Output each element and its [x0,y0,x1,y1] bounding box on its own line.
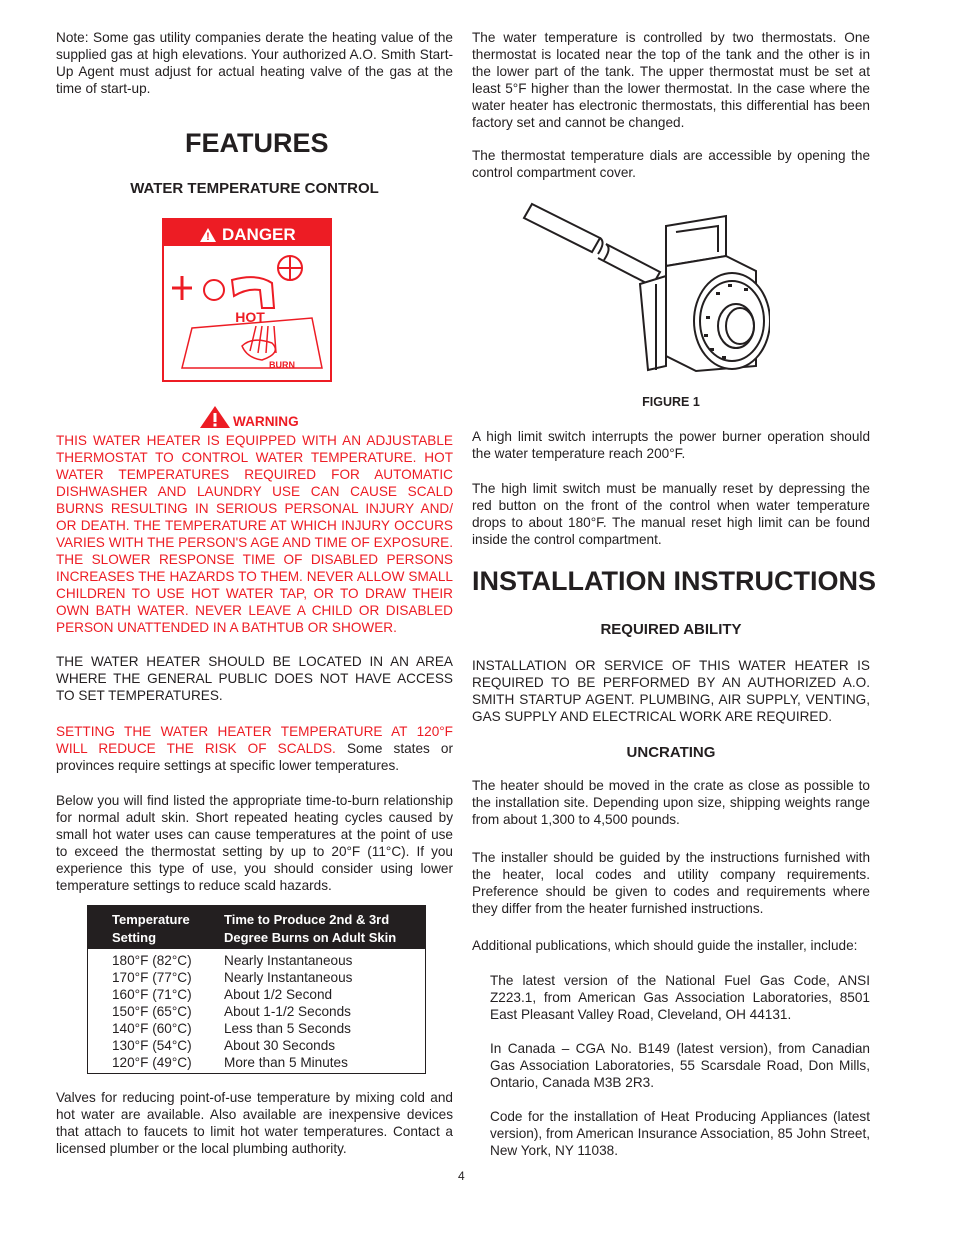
pub1-text: The latest version of the National Fuel Gas Code, ANSI Z223.1, from American Gas Association Laboratories, 8501 East Pleasant Valley Road, Cleveland, OH 44131. [490,973,870,1022]
warning-triangle-icon [199,405,231,429]
table-cell: Less than 5 Seconds [224,1021,351,1036]
col2-header: Time to Produce 2nd & 3rd Degree Burns on Adult Skin [224,912,397,945]
below-text: Below you will find listed the appropriate time-to-burn relationship for normal adult skin. Short repeated heating cycles caused by small hot water uses can cause temperatures at the point of use to exceed the thermostat setting by up to 20°F (11°C). If you experience this type of use, you should consider using lower temperature settings to reduce scald hazards. [56,793,453,893]
additional-paragraph [472,937,870,954]
note-paragraph [56,29,453,97]
installation-title: INSTALLATION INSTRUCTIONS [472,566,876,596]
high-limit-paragraph [472,428,870,462]
burn-table-header [88,906,425,949]
col1-header: Temperature Setting [112,912,190,945]
pub3-text: Code for the installation of Heat Producing Appliances (latest version), from American Insurance Association, 85 John Street, New York, NY 11038. [490,1109,870,1158]
danger-label-illustration [162,218,332,382]
warning-label: WARNING [233,414,299,429]
guided-paragraph [472,849,870,917]
table-cell: 120°F (49°C) [112,1055,192,1070]
required-text: INSTALLATION OR SERVICE OF THIS WATER HEATER IS REQUIRED TO BE PERFORMED BY AN AUTHORIZED A.O. SMITH STARTUP AGENT. PLUMBING, AIR SUPPLY, VENTING, GAS SUPPLY AND ELECTRICAL WORK ARE REQUIRED. [472,658,870,724]
setting-paragraph [56,723,453,774]
uncrating-heading: UNCRATING [626,744,716,761]
hot-text: HOT [235,309,265,325]
time-column [224,952,352,1071]
valves-paragraph [56,1089,453,1157]
note-text: Note: Some gas utility companies derate the heating value of the supplied gas at high elevations. Your authorized A.O. Smith Start-Up Agent must adjust for actual heating valve of the gas at the time of start-up. [56,30,453,96]
reset-paragraph [472,480,870,548]
publication-2 [490,1040,870,1091]
danger-scald-image [162,218,332,382]
figure-caption: FIGURE 1 [642,395,700,409]
thermostat-figure [520,196,770,376]
thermostat-text: The water temperature is controlled by two thermostats. One thermostat is located near the top of the tank and the other is in the lower part of the tank. The upper thermostat must be set at least 5°F higher than the lower thermostat. In the case where the water heater has electronic thermostats, this differential has been factory set and cannot be changed. [472,30,870,130]
pub2-text: In Canada – CGA No. B149 (latest version), from Canadian Gas Association Laboratories, 55 Scarsdale Road, Don Mills, Ontario, Canada M3B 2R3. [490,1041,870,1090]
warning-text: THIS WATER HEATER IS EQUIPPED WITH AN ADJUSTABLE THERMOSTAT TO CONTROL WATER TEMPERATURE. HOT WATER TEMPERATURES REQUIRED FOR AUTOMATIC DISHWASHER AND LAUNDRY USE CAN CAUSE SCALD BURNS RESULTING IN SERIOUS PERSONAL INJURY AND/ OR DEATH. THE TEMPERATURE AT WHICH INJURY OCCURS VARIES WITH THE PERSON'S AGE AND TIME OF EXPOSURE. THE SLOWER RESPONSE TIME OF DISABLED PERSONS INCREASES THE HAZARDS TO THEM. NEVER ALLOW SMALL CHILDREN TO USE HOT WATER TAP, OR TO DRAW THEIR OWN BATH WATER. NEVER LEAVE A CHILD OR DISABLED PERSON UNATTENDED IN A BATHTUB OR SHOWER. [56,433,453,635]
dials-paragraph [472,147,870,181]
table-cell: 160°F (71°C) [112,987,192,1002]
burn-text: BURN [269,360,295,370]
high-limit-text: A high limit switch interrupts the power burner operation should the water temperature reach 200°F. [472,429,870,461]
water-temp-heading: WATER TEMPERATURE CONTROL [130,180,379,197]
dials-text: The thermostat temperature dials are accessible by opening the control compartment cover. [472,148,870,180]
below-paragraph [56,792,453,894]
warning-paragraph [56,432,453,636]
table-cell: 170°F (77°C) [112,970,192,985]
location-text: THE WATER HEATER SHOULD BE LOCATED IN AN AREA WHERE THE GENERAL PUBLIC DOES NOT HAVE ACCESS TO SET TEMPERATURES. [56,654,453,703]
reset-text: The high limit switch must be manually reset by depressing the red button on the front of the control when water temperature drops to about 180°F. The manual reset high limit can be found inside the control compartment. [472,481,870,547]
table-cell: 150°F (65°C) [112,1004,192,1019]
required-ability-heading: REQUIRED ABILITY [600,621,742,638]
thermostat-drawing [520,196,770,376]
page-number: 4 [458,1169,465,1183]
location-paragraph [56,653,453,704]
table-cell: 180°F (82°C) [112,953,192,968]
table-cell: About 30 Seconds [224,1038,336,1053]
table-cell: More than 5 Minutes [224,1055,348,1070]
burn-table [87,905,426,1074]
svg-text:!: ! [206,231,210,243]
setting-red-text: SETTING THE WATER HEATER TEMPERATURE AT 120°F WILL REDUCE THE RISK OF SCALDS. [56,724,453,756]
table-cell: 130°F (54°C) [112,1038,192,1053]
required-paragraph [472,657,870,725]
guided-text: The installer should be guided by the instructions furnished with the heater, local codes and utility company requirements. Preference should be given to codes and requirements where they differ from the heater furnished instructions. [472,850,870,916]
setting-black-text: Some states or provinces require settings at specific lower temperatures. [56,741,454,773]
crate-text: The heater should be moved in the crate as close as possible to the installation site. Depending upon size, shipping weights range from about 1,300 to 4,500 pounds. [472,778,870,827]
table-cell: About 1/2 Second [224,987,333,1002]
table-cell: 140°F (60°C) [112,1021,192,1036]
features-title: FEATURES [185,128,329,158]
table-cell: About 1-1/2 Seconds [224,1004,351,1019]
additional-text: Additional publications, which should guide the installer, include: [472,938,858,953]
thermostat-paragraph [472,29,870,131]
publication-3 [490,1108,870,1159]
temp-column [112,952,192,1071]
publication-1 [490,972,870,1023]
valves-text: Valves for reducing point-of-use temperature by mixing cold and hot water are available. Also available are inexpensive devices that attach to faucets to limit hot water temperatures. Contact a licensed plumber or the local plumbing authority. [56,1090,453,1156]
table-cell: Nearly Instantaneous [224,953,353,968]
crate-paragraph [472,777,870,828]
danger-text: DANGER [222,225,296,244]
table-cell: Nearly Instantaneous [224,970,353,985]
warning-header [199,405,319,431]
